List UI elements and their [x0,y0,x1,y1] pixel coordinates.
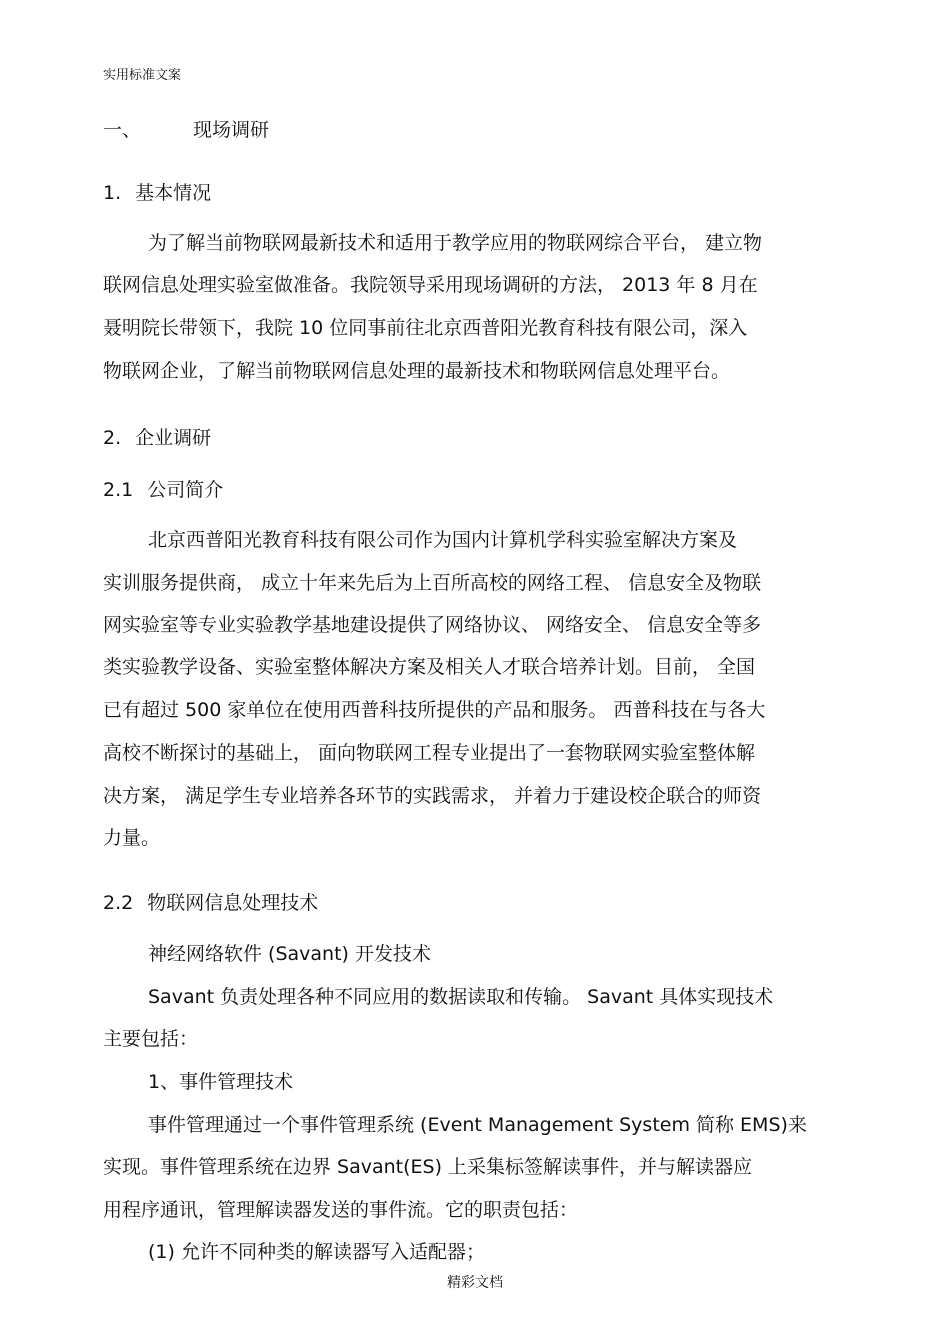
paragraph-line: 用程序通讯，管理解读器发送的事件流。它的职责包括： [103,1199,579,1221]
section-2-number: 2. [103,427,122,449]
section-2-title: 企业调研 [135,427,212,449]
paragraph-line: 网实验室等专业实验教学基地建设提供了网络协议、 网络安全、 信息安全等多 [103,614,762,636]
paragraph-line: 物联网企业，了解当前物联网信息处理的最新技术和物联网信息处理平台。 [103,360,731,382]
paragraph-line: 主要包括： [103,1028,199,1050]
section-1-title: 现场调研 [193,119,270,141]
subsection-2-1-number: 2.1 [103,479,134,501]
section-2-heading [103,426,211,450]
subsection-1-title: 基本情况 [135,182,212,204]
subsection-2-2-title: 物联网信息处理技术 [147,892,319,914]
subsection-2-1-title: 公司简介 [147,479,224,501]
paragraph-line: 已有超过 500 家单位在使用西普科技所提供的产品和服务。 西普科技在与各大 [103,699,766,721]
paragraph-line: 高校不断探讨的基础上， 面向物联网工程专业提出了一套物联网实验室整体解 [103,742,756,764]
paragraph-line: 1、事件管理技术 [148,1071,294,1093]
section-1-number: 一、 [103,119,142,141]
paragraph-line: 实训服务提供商， 成立十年来先后为上百所高校的网络工程、 信息安全及物联 [103,572,762,594]
section-1-heading [103,118,269,142]
paragraph-line: 事件管理通过一个事件管理系统 (Event Management System 简称 EMS)来 [148,1114,807,1136]
paragraph-line: 联网信息处理实验室做准备。我院领导采用现场调研的方法， 2013 年 8 月在 [103,274,758,296]
header-label: 实用标准文案 [103,68,182,83]
paragraph-line: 神经网络软件 (Savant) 开发技术 [148,943,431,965]
paragraph-line: 力量。 [103,827,161,849]
paragraph-line: 实现。事件管理系统在边界 Savant(ES) 上采集标签解读事件，并与解读器应 [103,1156,753,1178]
paragraph-line: 聂明院长带领下，我院 10 位同事前往北京西普阳光教育科技有限公司，深入 [103,317,748,339]
footer-label: 精彩文档 [447,1275,503,1291]
paragraph-line: 类实验教学设备、实验室整体解决方案及相关人才联合培养计划。目前， 全国 [103,656,756,678]
subsection-1-number: 1. [103,182,122,204]
subsection-1-heading [103,181,211,205]
paragraph-line: Savant 负责处理各种不同应用的数据读取和传输。 Savant 具体实现技术 [148,986,774,1008]
subsection-2-2-number: 2.2 [103,892,134,914]
paragraph-line: 北京西普阳光教育科技有限公司作为国内计算机学科实验室解决方案及 [148,529,738,551]
paragraph-line: 决方案， 满足学生专业培养各环节的实践需求， 并着力于建设校企联合的师资 [103,785,762,807]
subsection-2-2-heading [103,891,318,915]
subsection-2-1-heading [103,478,223,502]
paragraph-line: 为了解当前物联网最新技术和适用于教学应用的物联网综合平台， 建立物 [148,232,763,254]
paragraph-line: (1) 允许不同种类的解读器写入适配器； [148,1241,485,1263]
